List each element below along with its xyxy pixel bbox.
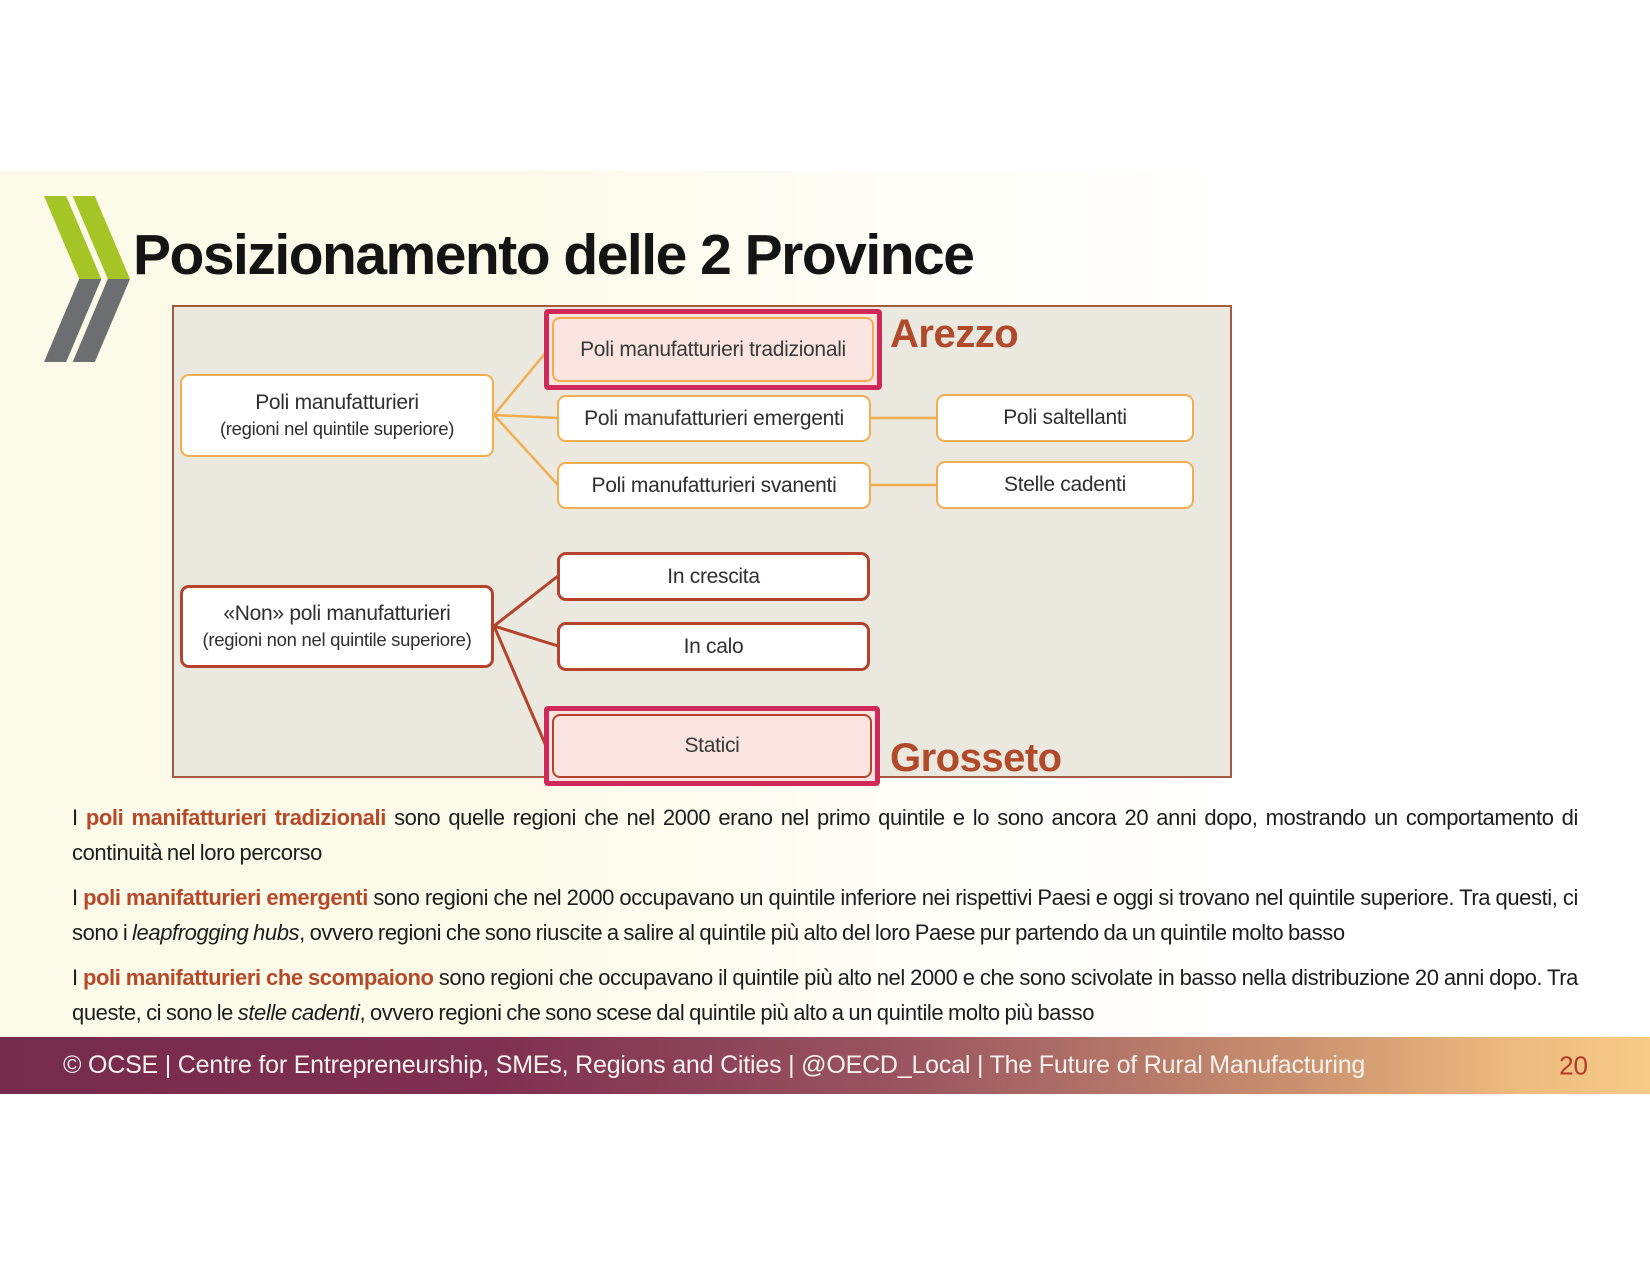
node-svanenti: Poli manufatturieri svanenti — [557, 462, 871, 509]
term-highlight: poli manifatturieri che scompaiono — [82, 965, 434, 990]
footer-credit: © OCSE | Centre for Entrepreneurship, SMEs, Regions and Cities | @OECD_Local | The Future of Rural Manufacturing — [63, 1051, 1366, 1079]
node-label-line1: Poli manufatturieri — [255, 391, 419, 414]
node-in-crescita: In crescita — [557, 552, 870, 601]
node-saltellanti: Poli saltellanti — [936, 394, 1194, 442]
node-statici-highlight — [544, 706, 880, 786]
paragraph — [72, 880, 1578, 950]
paragraph-text: sono regioni che nel 2000 occupavano un quintile inferiore nei rispettivi Paesi e oggi si trovano nel quintile superiore. Tra questi, ci sono i — [72, 885, 1578, 945]
body-paragraphs — [72, 800, 1578, 1040]
grosseto-label: Grosseto — [890, 736, 1062, 780]
node-tradizionali-highlight — [544, 309, 882, 390]
node-non-poli-manufatturieri — [180, 585, 494, 668]
page-title: Posizionamento delle 2 Province — [133, 223, 974, 287]
node-poli-manufatturieri — [180, 374, 494, 457]
paragraph-text: sono quelle regioni che nel 2000 erano nel primo quintile e lo sono ancora 20 anni dopo, mostrando un comportamento di continuità nel loro percorso — [72, 805, 1578, 865]
paragraph-text: leapfrogging hubs — [132, 920, 300, 945]
oecd-chevrons-logo — [44, 196, 130, 362]
term-highlight: poli manifatturieri emergenti — [83, 885, 368, 910]
paragraph-text: , ovvero regioni che sono scese dal quintile più alto a un quintile molto più basso — [359, 1000, 1095, 1025]
node-label-line2: (regioni non nel quintile superiore) — [202, 629, 472, 650]
node-stelle-cadenti: Stelle cadenti — [936, 461, 1194, 509]
node-label-line2: (regioni nel quintile superiore) — [219, 418, 455, 439]
node-tradizionali: Poli manufatturieri tradizionali — [552, 317, 874, 382]
paragraph — [72, 960, 1578, 1030]
paragraph-text: I — [72, 805, 86, 830]
paragraph-text: stelle cadenti — [237, 1000, 360, 1025]
term-highlight: poli manifatturieri tradizionali — [85, 805, 386, 830]
footer-bar — [0, 1037, 1650, 1094]
arezzo-label: Arezzo — [890, 312, 1019, 356]
node-statici: Statici — [552, 714, 872, 778]
paragraph-text: I — [72, 885, 84, 910]
paragraph-text: I — [72, 965, 83, 990]
node-in-calo: In calo — [557, 622, 870, 671]
node-emergenti: Poli manufatturieri emergenti — [557, 395, 871, 442]
node-label-line1: «Non» poli manufatturieri — [223, 602, 451, 625]
paragraph — [72, 800, 1578, 870]
page-number: 20 — [1559, 1050, 1588, 1080]
paragraph-text: , ovvero regioni che sono riuscite a salire al quintile più alto del loro Paese pur partendo da un quintile molto basso — [299, 920, 1345, 945]
paragraph-text: sono regioni che occupavano il quintile più alto nel 2000 e che sono scivolate in basso nella distribuzione 20 anni dopo. Tra queste, ci sono le — [72, 965, 1578, 1025]
